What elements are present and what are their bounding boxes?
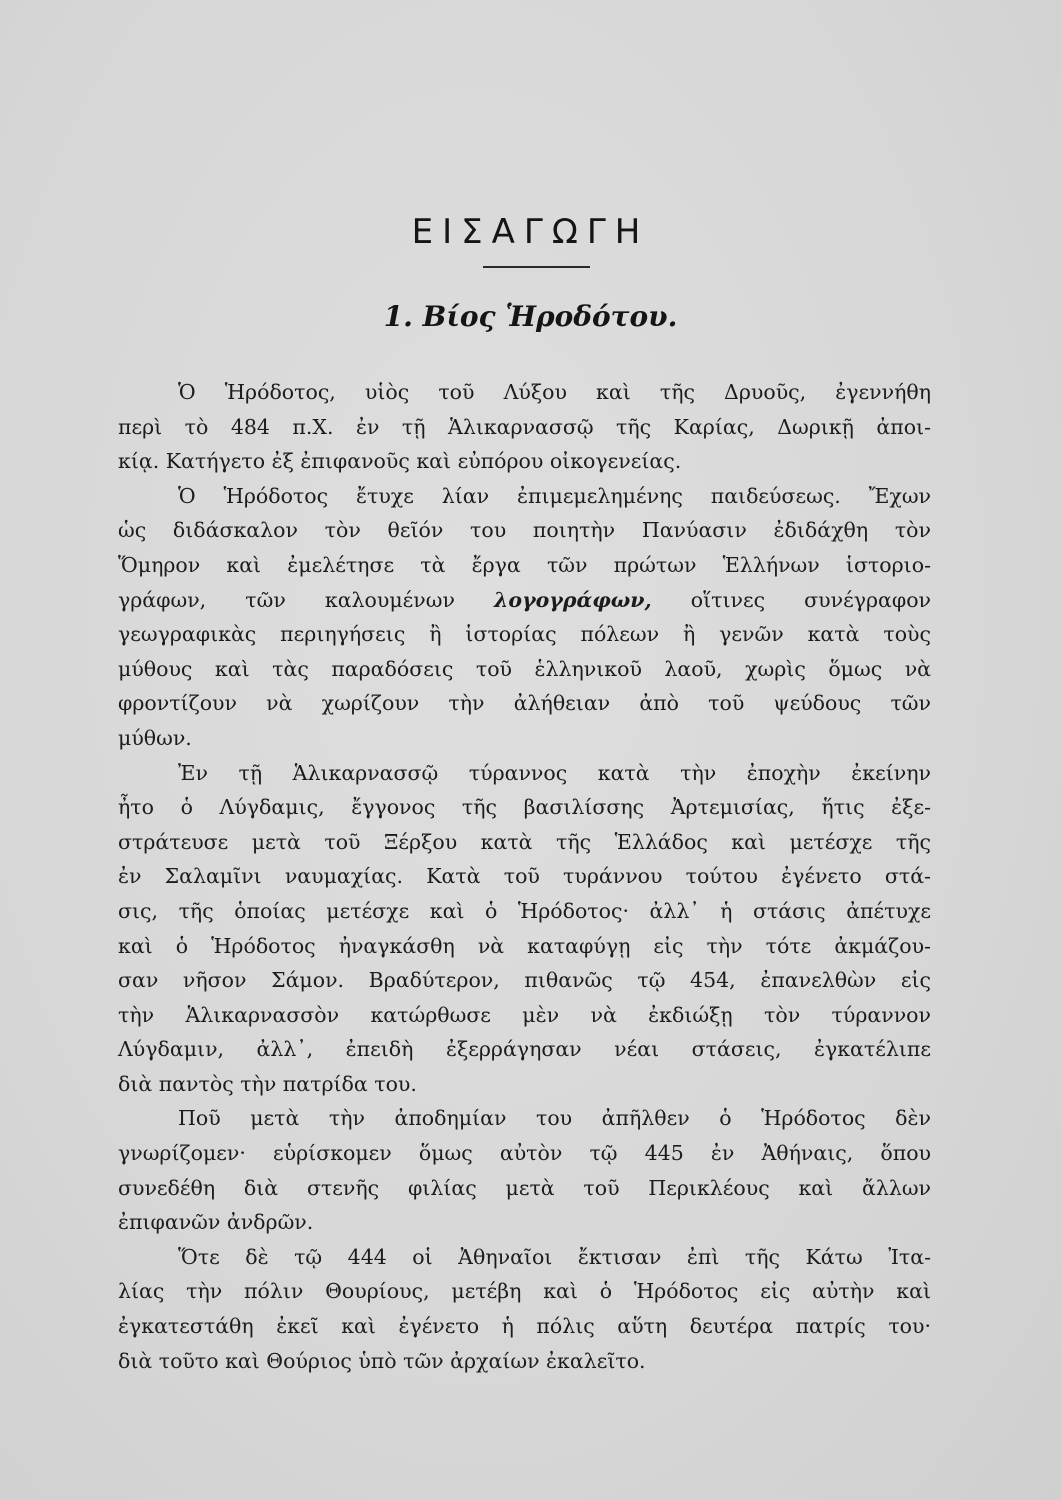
text-line: σαν νῆσον Σάμον. Βραδύτερον, πιθανῶς τῷ 454, ἐπανελθὼν εἰς — [118, 968, 931, 993]
text-line: σις, τῆς ὁποίας μετέσχε καὶ ὁ Ἡρόδοτος· ἀλλ᾽ ἡ στάσις ἀπέτυχε — [118, 898, 931, 923]
text-line: διὰ παντὸς τὴν πατρίδα του. — [118, 1071, 417, 1096]
text-line: Ὅμηρον καὶ ἐμελέτησε τὰ ἔργα τῶν πρώτων Ἑλλήνων ἱστοριο- — [118, 552, 931, 577]
text-line: Ὅτε δὲ τῷ 444 οἱ Ἀθηναῖοι ἔκτισαν ἐπὶ τῆς Κάτω Ἰτα- — [178, 1244, 931, 1269]
text-segment: γράφων, τῶν καλουμένων — [118, 587, 495, 612]
body-text — [118, 375, 931, 1378]
text-line: διὰ τοῦτο καὶ Θούριος ὑπὸ τῶν ἀρχαίων ἐκαλεῖτο. — [118, 1348, 646, 1373]
text-line: φροντίζουν νὰ χωρίζουν τὴν ἀλήθειαν ἀπὸ τοῦ ψεύδους τῶν — [118, 691, 931, 716]
text-segment: οἵτινες συνέγραφον — [651, 587, 931, 612]
heading-divider — [483, 266, 590, 268]
text-line: στράτευσε μετὰ τοῦ Ξέρξου κατὰ τῆς Ἑλλάδος καὶ μετέσχε τῆς — [118, 829, 931, 854]
text-line: ἦτο ὁ Λύγδαμις, ἔγγονος τῆς βασιλίσσης Ἀρτεμισίας, ἥτις ἐξε- — [118, 795, 931, 820]
text-line: μύθους καὶ τὰς παραδόσεις τοῦ ἑλληνικοῦ λαοῦ, χωρὶς ὅμως νὰ — [118, 656, 931, 681]
text-line: Λύγδαμιν, ἀλλ᾽, ἐπειδὴ ἐξερράγησαν νέαι στάσεις, ἐγκατέλιπε — [118, 1037, 931, 1062]
text-line: λίας τὴν πόλιν Θουρίους, μετέβη καὶ ὁ Ἡρόδοτος εἰς αὐτὴν καὶ — [118, 1279, 931, 1304]
text-line: κίᾳ. Κατήγετο ἐξ ἐπιφανοῦς καὶ εὐπόρου οἰκογενείας. — [118, 449, 682, 474]
text-line: γνωρίζομεν· εὑρίσκομεν ὅμως αὐτὸν τῷ 445 ἐν Ἀθήναις, ὅπου — [118, 1141, 931, 1166]
text-line: ἐν Σαλαμῖνι ναυμαχίας. Κατὰ τοῦ τυράννου τούτου ἐγένετο στά- — [118, 864, 931, 889]
section-title: 1. Βίος Ἡροδότου. — [383, 300, 678, 333]
chapter-heading: ΕΙΣΑΓΩΓΗ — [411, 212, 650, 252]
text-line: συνεδέθη διὰ στενῆς φιλίας μετὰ τοῦ Περικλέους καὶ ἄλλων — [118, 1175, 931, 1200]
text-line: Ὁ Ἡρόδοτος, υἱὸς τοῦ Λύξου καὶ τῆς Δρυοῦς, ἐγεννήθη — [178, 380, 931, 404]
text-line: γεωγραφικὰς περιηγήσεις ἢ ἱστορίας πόλεων ἢ γενῶν κατὰ τοὺς — [118, 622, 931, 647]
text-line: Ἐν τῇ Ἁλικαρνασσῷ τύραννος κατὰ τὴν ἐποχὴν ἐκείνην — [178, 760, 931, 785]
text-line: ἐπιφανῶν ἀνδρῶν. — [118, 1210, 314, 1235]
text-line: περὶ τὸ 484 π.Χ. ἐν τῇ Ἁλικαρνασσῷ τῆς Καρίας, Δωρικῇ ἀποι- — [118, 414, 931, 439]
emphasized-term: λογογράφων, — [494, 587, 652, 612]
text-line: καὶ ὁ Ἡρόδοτος ἠναγκάσθη νὰ καταφύγῃ εἰς τὴν τότε ἀκμάζου- — [118, 933, 931, 958]
text-line — [118, 583, 931, 618]
text-line: Ποῦ μετὰ τὴν ἀποδημίαν του ἀπῆλθεν ὁ Ἡρόδοτος δὲν — [178, 1106, 931, 1131]
text-line: ἐγκατεστάθη ἐκεῖ καὶ ἐγένετο ἡ πόλις αὕτη δευτέρα πατρίς του· — [118, 1314, 931, 1339]
text-line: μύθων. — [118, 725, 192, 750]
text-line: ὡς διδάσκαλον τὸν θεῖόν του ποιητὴν Πανύασιν ἐδιδάχθη τὸν — [118, 518, 931, 543]
text-line: Ὁ Ἡρόδοτος ἔτυχε λίαν ἐπιμεμελημένης παιδεύσεως. Ἔχων — [178, 483, 931, 508]
text-line: τὴν Ἁλικαρνασσὸν κατώρθωσε μὲν νὰ ἐκδιώξῃ τὸν τύραννον — [118, 1002, 931, 1027]
